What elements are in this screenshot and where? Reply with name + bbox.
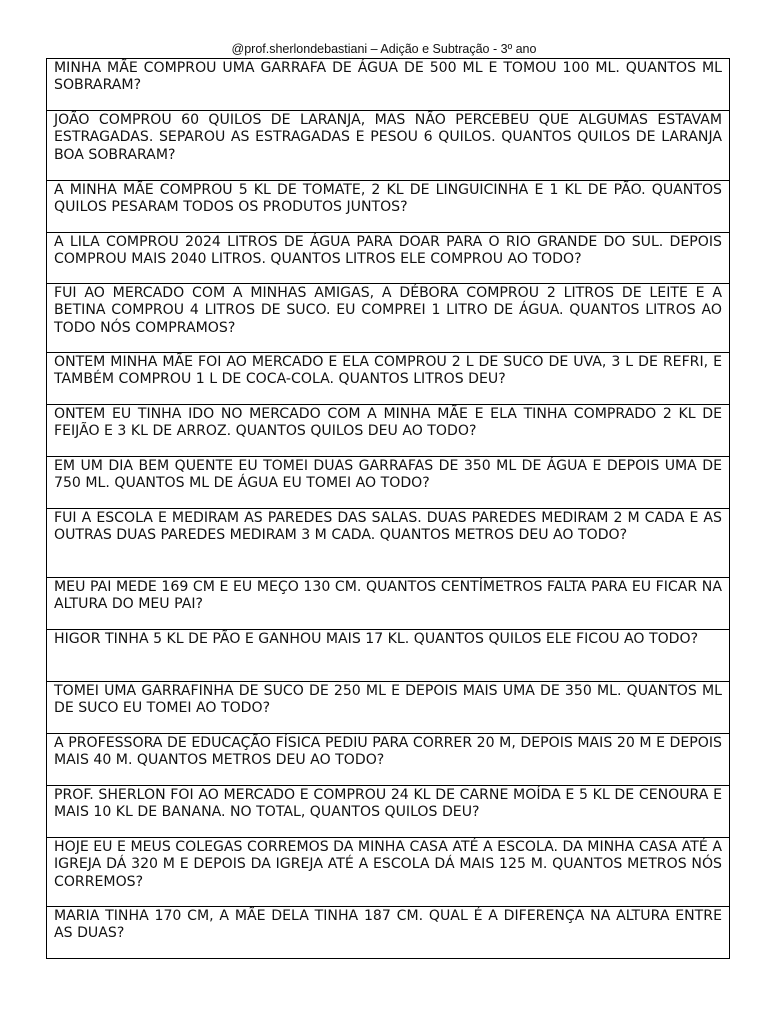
problem-row — [47, 907, 730, 959]
problem-row — [47, 630, 730, 682]
problem-text: MINHA MÃE COMPROU UMA GARRAFA DE ÁGUA DE 500 ML E TOMOU 100 ML. QUANTOS ML SOBRARAM? — [47, 59, 730, 111]
problem-text: EM UM DIA BEM QUENTE EU TOMEI DUAS GARRAFAS DE 350 ML DE ÁGUA E DEPOIS UMA DE 750 ML. QUANTOS ML DE ÁGUA EU TOMEI AO TODO? — [47, 457, 730, 509]
problem-text: MEU PAI MEDE 169 CM E EU MEÇO 130 CM. QUANTOS CENTÍMETROS FALTA PARA EU FICAR NA ALTURA DO MEU PAI? — [47, 578, 730, 630]
problem-text: MARIA TINHA 170 CM, A MÃE DELA TINHA 187 CM. QUAL É A DIFERENÇA NA ALTURA ENTRE AS DUAS? — [47, 907, 730, 959]
problem-text: A PROFESSORA DE EDUCAÇÃO FÍSICA PEDIU PARA CORRER 20 M, DEPOIS MAIS 20 M E DEPOIS MAIS 40 M. QUANTOS METROS DEU AO TODO? — [47, 734, 730, 786]
problem-row — [47, 509, 730, 578]
problem-row — [47, 181, 730, 233]
problem-text: ONTEM EU TINHA IDO NO MERCADO COM A MINHA MÃE E ELA TINHA COMPRADO 2 KL DE FEIJÃO E 3 KL DE ARROZ. QUANTOS QUILOS DEU AO TODO? — [47, 405, 730, 457]
problem-row — [47, 353, 730, 405]
problem-row — [47, 405, 730, 457]
problem-text: FUI AO MERCADO COM A MINHAS AMIGAS, A DÉBORA COMPROU 2 LITROS DE LEITE E A BETINA COMPROU 4 LITROS DE SUCO. EU COMPREI 1 LITRO DE ÁGUA. QUANTOS LITROS AO TODO NÓS COMPRAMOS? — [47, 284, 730, 353]
problem-text: HOJE EU E MEUS COLEGAS CORREMOS DA MINHA CASA ATÉ A ESCOLA. DA MINHA CASA ATÉ A IGREJA DÁ 320 M E DEPOIS DA IGREJA ATÉ A ESCOLA DÁ MAIS 125 M. QUANTOS METROS NÓS CORREMOS? — [47, 838, 730, 907]
problem-row — [47, 786, 730, 838]
problem-text: JOÃO COMPROU 60 QUILOS DE LARANJA, MAS NÃO PERCEBEU QUE ALGUMAS ESTAVAM ESTRAGADAS. SEPAROU AS ESTRAGADAS E PESOU 6 QUILOS. QUANTOS QUILOS DE LARANJA BOA SOBRARAM? — [47, 111, 730, 181]
page-header: @prof.sherlondebastiani – Adição e Subtração - 3º ano — [231, 42, 537, 56]
problem-text: TOMEI UMA GARRAFINHA DE SUCO DE 250 ML E DEPOIS MAIS UMA DE 350 ML. QUANTOS ML DE SUCO EU TOMEI AO TODO? — [47, 682, 730, 734]
problem-row — [47, 59, 730, 111]
problem-text: A MINHA MÃE COMPROU 5 KL DE TOMATE, 2 KL DE LINGUICINHA E 1 KL DE PÃO. QUANTOS QUILOS PESARAM TODOS OS PRODUTOS JUNTOS? — [47, 181, 730, 233]
problem-row — [47, 457, 730, 509]
problem-row — [47, 111, 730, 181]
problem-text: PROF. SHERLON FOI AO MERCADO E COMPROU 24 KL DE CARNE MOÍDA E 5 KL DE CENOURA E MAIS 10 KL DE BANANA. NO TOTAL, QUANTOS QUILOS DEU? — [47, 786, 730, 838]
problem-row — [47, 578, 730, 630]
problem-row — [47, 284, 730, 353]
problem-row — [47, 838, 730, 907]
problem-row — [47, 233, 730, 284]
problems-table — [46, 58, 730, 959]
problem-text: HIGOR TINHA 5 KL DE PÃO E GANHOU MAIS 17 KL. QUANTOS QUILOS ELE FICOU AO TODO? — [47, 630, 730, 682]
problem-text: FUI A ESCOLA E MEDIRAM AS PAREDES DAS SALAS. DUAS PAREDES MEDIRAM 2 M CADA E AS OUTRAS DUAS PAREDES MEDIRAM 3 M CADA. QUANTOS METROS DEU AO TODO? — [47, 509, 730, 578]
problem-row — [47, 682, 730, 734]
problem-row — [47, 734, 730, 786]
problem-text: A LILA COMPROU 2024 LITROS DE ÁGUA PARA DOAR PARA O RIO GRANDE DO SUL. DEPOIS COMPROU MAIS 2040 LITROS. QUANTOS LITROS ELE COMPROU AO TODO? — [47, 233, 730, 284]
problem-text: ONTEM MINHA MÃE FOI AO MERCADO E ELA COMPROU 2 L DE SUCO DE UVA, 3 L DE REFRI, E TAMBÉM COMPROU 1 L DE COCA-COLA. QUANTOS LITROS DEU? — [47, 353, 730, 405]
